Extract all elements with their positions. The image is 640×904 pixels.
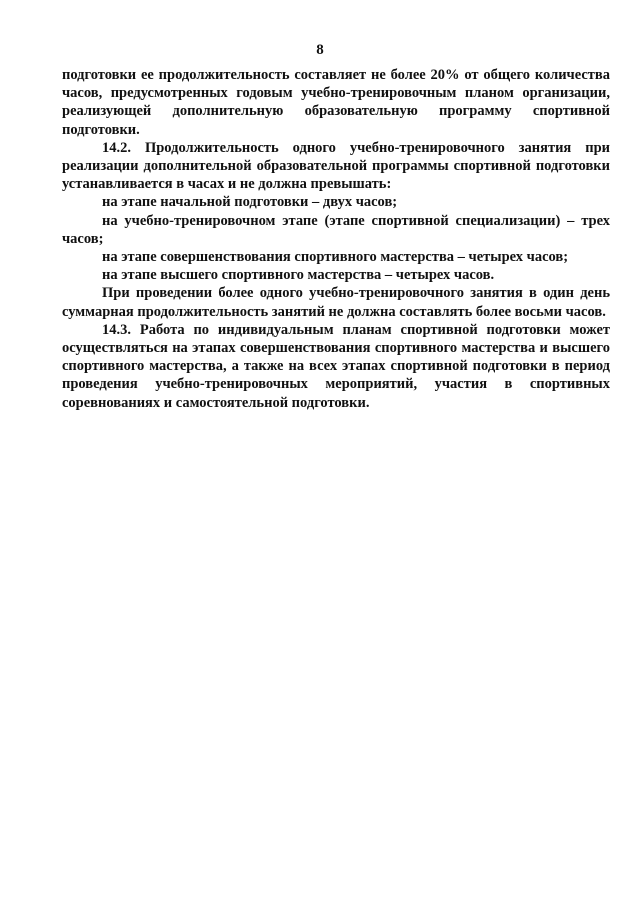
page-number: 8 <box>316 42 324 58</box>
paragraph-total-duration: При проведении более одного учебно-тренировочного занятия в один день суммарная продолжительность занятий не должна составлять более восьми часов. <box>62 285 610 320</box>
list-item-higher-mastery-stage: на этапе высшего спортивного мастерства – четырех часов. <box>102 267 495 284</box>
paragraph-14-3: 14.3. Работа по индивидуальным планам спортивной подготовки может осуществляться на этапах совершенствования спортивного мастерства и высшего спортивного мастерства, а также на всех этапах спортивной подготовки в период проведения учебно-тренировочных мероприятий, участия в спортивных соревнованиях и самостоятельной подготовки. <box>62 321 610 411</box>
list-item-initial-stage: на этапе начальной подготовки – двух часов; <box>102 194 398 211</box>
document-body <box>62 66 610 412</box>
paragraph-continuation: подготовки ее продолжительность составляет не более 20% от общего количества часов, предусмотренных годовым учебно-тренировочным планом организации, реализующей дополнительную образовательную программу спортивной подготовки. <box>62 67 610 138</box>
paragraph-14-2: 14.2. Продолжительность одного учебно-тренировочного занятия при реализации дополнительной образовательной программы спортивной подготовки устанавливается в часах и не должна превышать: <box>62 139 610 193</box>
list-item-improvement-stage: на этапе совершенствования спортивного мастерства – четырех часов; <box>102 249 569 266</box>
list-item-training-stage: на учебно-тренировочном этапе (этапе спортивной специализации) – трех часов; <box>62 212 610 247</box>
